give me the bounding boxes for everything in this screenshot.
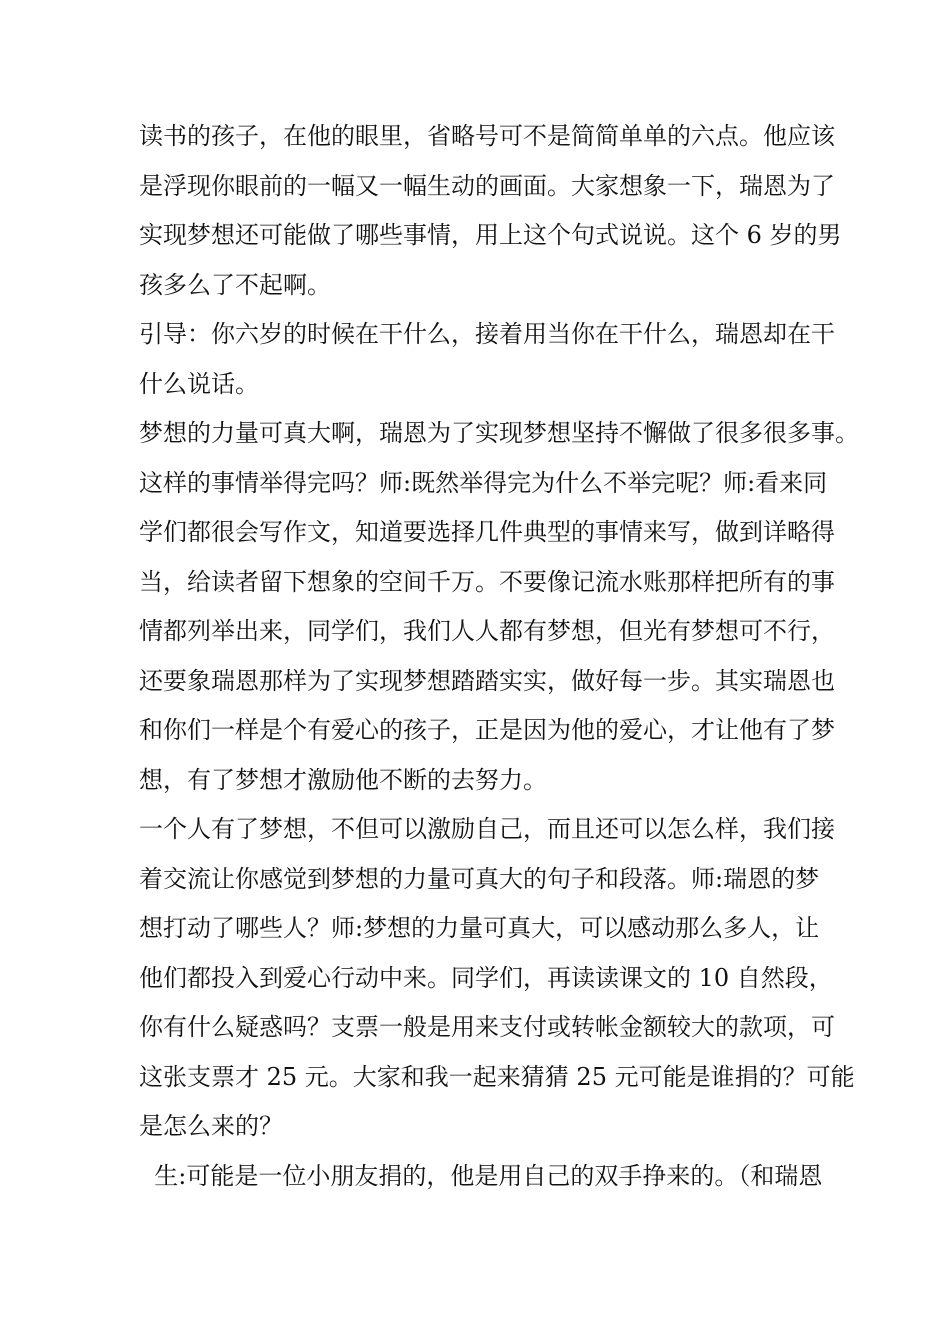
text-line: 想，有了梦想才激励他不断的去努力。 <box>139 765 547 794</box>
text-line: 这样的事情举得完吗？师:既然举得完为什么不举完呢？师:看来同 <box>139 468 828 497</box>
text-line: 是怎么来的？ <box>139 1112 283 1140</box>
text-line: 还要象瑞恩那样为了实现梦想踏踏实实，做好每一步。其实瑞恩也 <box>139 666 835 695</box>
body-text <box>139 112 859 1201</box>
text-line: 着交流让你感觉到梦想的力量可真大的句子和段落。师:瑞恩的梦 <box>139 864 820 893</box>
text-line: 引导：你六岁的时候在干什么，接着用当你在干什么，瑞恩却在干 <box>139 320 835 348</box>
text-line: 什么说话。 <box>139 369 259 398</box>
text-line: 这张支票才 25 元。大家和我一起来猜猜 25 元可能是谁捐的？可能 <box>139 1062 855 1091</box>
text-line: 一个人有了梦想，不但可以激励自己，而且还可以怎么样，我们接 <box>139 815 835 843</box>
text-line: 梦想的力量可真大啊，瑞恩为了实现梦想坚持不懈做了很多很多事。 <box>139 419 859 447</box>
text-line: 当，给读者留下想象的空间千万。不要像记流水账那样把所有的事 <box>139 567 835 596</box>
text-line: 实现梦想还可能做了哪些事情，用上这个句式说说。这个 6 岁的男 <box>139 221 842 249</box>
text-line: 他们都投入到爱心行动中来。同学们，再读读课文的 10 自然段， <box>139 963 833 992</box>
text-line: 生:可能是一位小朋友捐的，他是用自己的双手挣来的。（和瑞恩 <box>139 1161 823 1190</box>
text-line: 孩多么了不起啊。 <box>139 270 331 299</box>
text-line: 你有什么疑惑吗？支票一般是用来支付或转帐金额较大的款项，可 <box>139 1013 835 1041</box>
text-line: 学们都很会写作文，知道要选择几件典型的事情来写，做到详略得 <box>139 518 835 546</box>
text-line: 读书的孩子，在他的眼里，省略号可不是简简单单的六点。他应该 <box>139 122 835 150</box>
text-line: 想打动了哪些人？师:梦想的力量可真大，可以感动那么多人，让 <box>139 914 820 942</box>
text-line: 和你们一样是个有爱心的孩子，正是因为他的爱心，才让他有了梦 <box>139 716 835 744</box>
text-line: 情都列举出来，同学们，我们人人都有梦想，但光有梦想可不行， <box>139 617 835 645</box>
text-line: 是浮现你眼前的一幅又一幅生动的画面。大家想象一下，瑞恩为了 <box>139 171 835 200</box>
